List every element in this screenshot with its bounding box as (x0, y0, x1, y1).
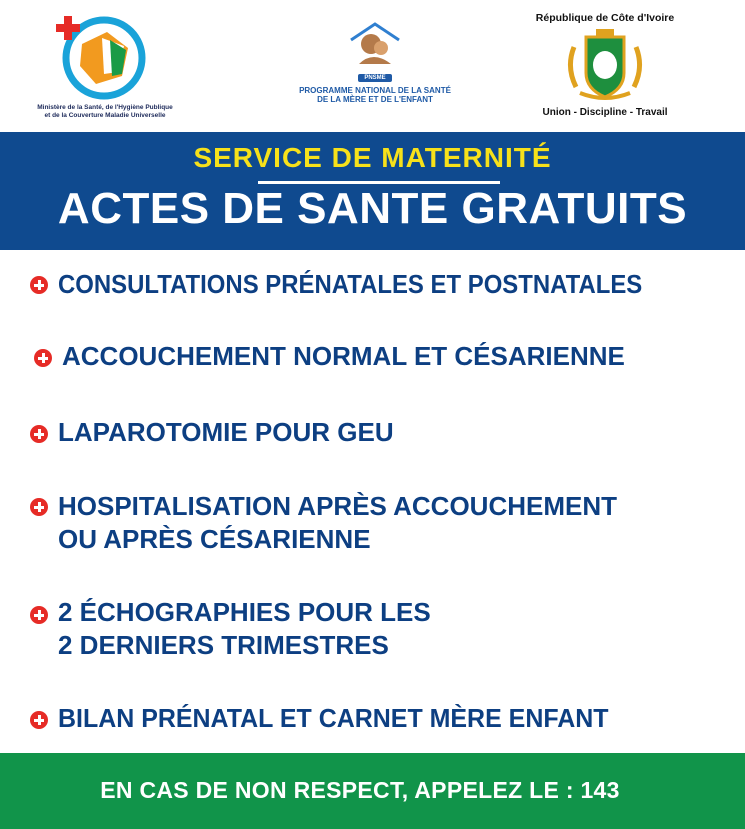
pnsme-logo (290, 20, 460, 110)
list-item (30, 490, 730, 560)
country-name: République de Côte d'Ivoire (535, 12, 675, 24)
header-logos (0, 0, 745, 132)
ministry-caption-line-2: et de la Couverture Maladie Universelle (44, 112, 166, 119)
list-item (34, 340, 734, 376)
service-heading: SERVICE DE MATERNITÉ (193, 142, 552, 173)
list-item (30, 416, 730, 452)
list-item-line: 2 DERNIERS TRIMESTRES (58, 630, 389, 660)
banner-title: ACTES DE SANTE GRATUITS (57, 184, 688, 233)
coat-of-arms-block (520, 12, 690, 130)
plus-bullet-icon (30, 276, 48, 294)
coat-of-arms-icon (556, 27, 654, 105)
complaint-hotline-text: EN CAS DE NON RESPECT, APPELEZ LE : 143 (100, 777, 620, 803)
pnsme-name-line-1: PROGRAMME NATIONAL DE LA SANTÉ (299, 86, 451, 95)
list-item (30, 268, 730, 304)
mother-child-icon (345, 20, 405, 66)
list-item-line: BILAN PRÉNATAL ET CARNET MÈRE ENFANT (58, 703, 609, 733)
national-motto: Union - Discipline - Travail (542, 107, 668, 118)
list-item-line: 2 ÉCHOGRAPHIES POUR LES (58, 597, 431, 627)
list-item-line: ACCOUCHEMENT NORMAL ET CÉSARIENNE (62, 341, 625, 371)
list-item-line: CONSULTATIONS PRÉNATALES ET POSTNATALES (58, 269, 643, 299)
plus-bullet-icon (30, 711, 48, 729)
free-services-list (0, 250, 745, 753)
pnsme-tag: PNSME (358, 74, 391, 82)
ministry-emblem-icon (52, 14, 152, 102)
list-item-line: LAPAROTOMIE POUR GEU (58, 417, 394, 447)
footer-banner (0, 753, 745, 829)
list-item-line: HOSPITALISATION APRÈS ACCOUCHEMENT (58, 491, 618, 521)
plus-bullet-icon (30, 425, 48, 443)
ministry-caption-line-1: Ministère de la Santé, de l'Hygiène Publique (37, 104, 173, 111)
ministry-logo (30, 14, 180, 126)
plus-bullet-icon (30, 498, 48, 516)
list-item-line: OU APRÈS CÉSARIENNE (58, 524, 371, 554)
plus-bullet-icon (34, 349, 52, 367)
title-banner (0, 132, 745, 250)
list-item (30, 702, 730, 738)
list-item (30, 596, 730, 666)
plus-bullet-icon (30, 606, 48, 624)
pnsme-name-line-2: DE LA MÈRE ET DE L'ENFANT (317, 95, 433, 104)
